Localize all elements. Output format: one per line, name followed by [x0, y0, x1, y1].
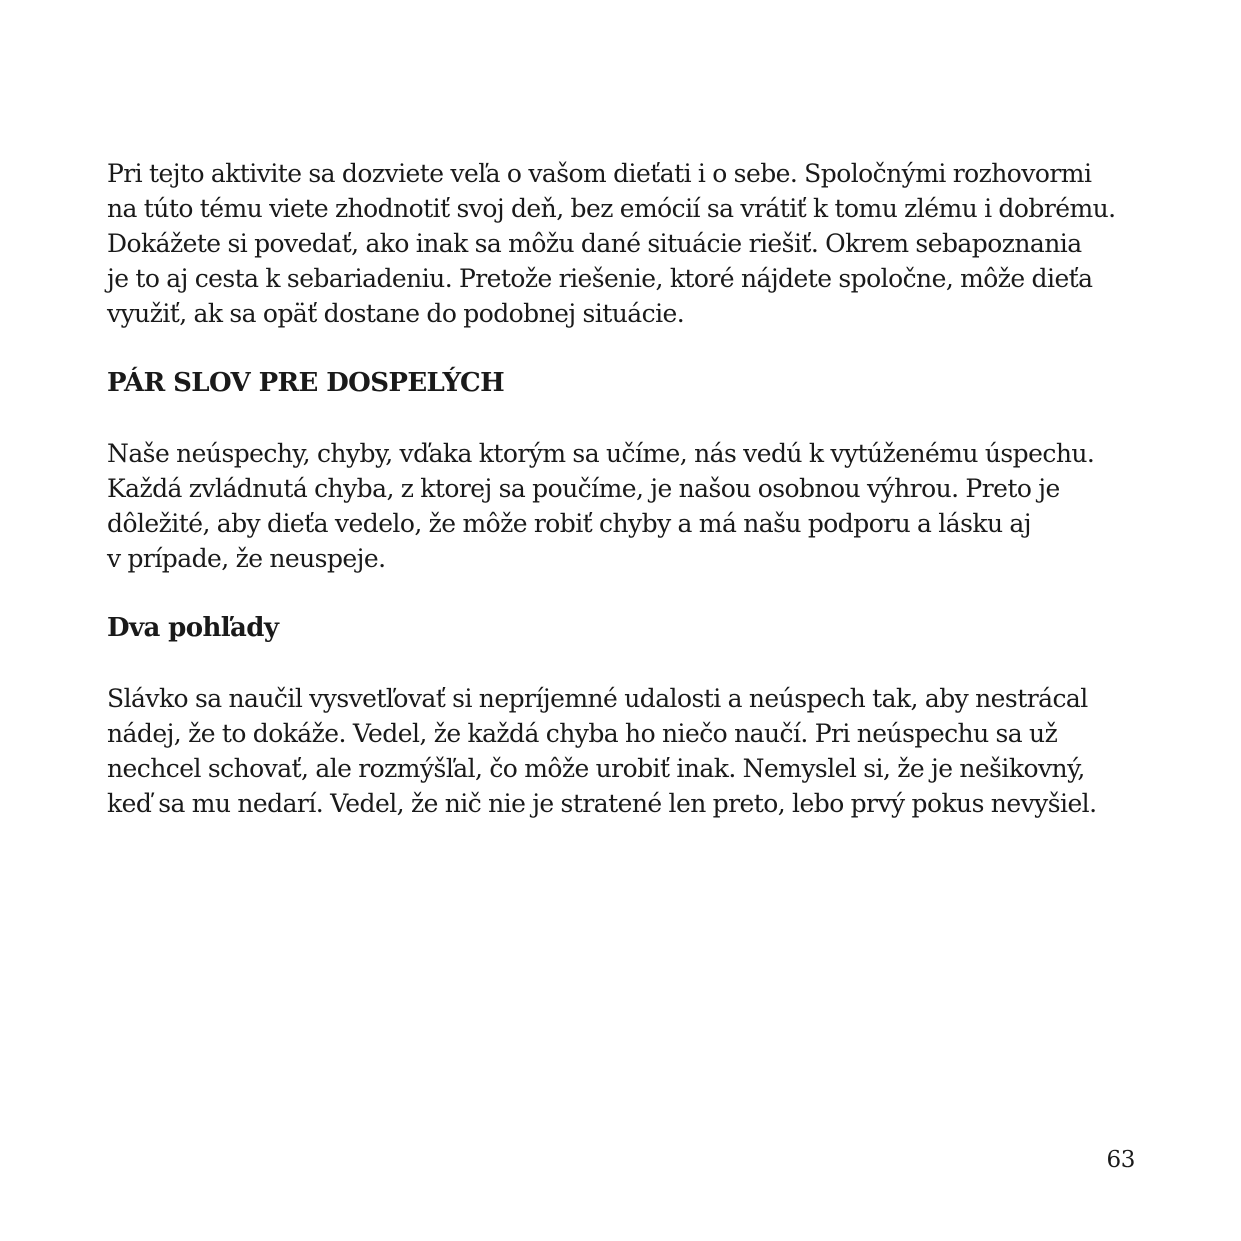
section-heading-two-views: Dva pohľady: [107, 613, 279, 643]
text-line: Každá zvládnutá chyba, z ktorej sa poučíme, je našou osobnou výhrou. Preto je: [107, 474, 1060, 503]
text-line: Naše neúspechy, chyby, vďaka ktorým sa učíme, nás vedú k vytúženému úspechu.: [107, 439, 1095, 468]
text-line: nádej, že to dokáže. Vedel, že každá chyba ho niečo naučí. Pri neúspechu sa už: [107, 719, 1058, 748]
text-line: v prípade, že neuspeje.: [107, 544, 386, 573]
page-number: 63: [1106, 1147, 1135, 1173]
text-line: dôležité, aby dieťa vedelo, že môže robiť chyby a má našu podporu a lásku aj: [107, 509, 1031, 538]
text-line: využiť, ak sa opäť dostane do podobnej situácie.: [107, 299, 685, 328]
paragraph-adults: [107, 436, 1167, 576]
text-line: na túto tému viete zhodnotiť svoj deň, bez emócií sa vrátiť k tomu zlému i dobrému.: [107, 194, 1116, 223]
text-line: keď sa mu nedarí. Vedel, že nič nie je stratené len preto, lebo prvý pokus nevyšiel.: [107, 789, 1097, 818]
text-line: je to aj cesta k sebariadeniu. Pretože riešenie, ktoré nájdete spoločne, môže dieťa: [107, 264, 1093, 293]
paragraph-two-views: [107, 681, 1167, 821]
text-line: Dokážete si povedať, ako inak sa môžu dané situácie riešiť. Okrem sebapoznania: [107, 229, 1082, 258]
text-line: Slávko sa naučil vysvetľovať si nepríjemné udalosti a neúspech tak, aby nestrácal: [107, 684, 1088, 713]
text-line: nechcel schovať, ale rozmýšľal, čo môže urobiť inak. Nemyslel si, že je nešikovný,: [107, 754, 1085, 783]
paragraph-activity: [107, 156, 1167, 331]
section-heading-adults: PÁR SLOV PRE DOSPELÝCH: [107, 368, 505, 398]
text-line: Pri tejto aktivite sa dozviete veľa o vašom dieťati i o sebe. Spoločnými rozhovormi: [107, 159, 1092, 188]
